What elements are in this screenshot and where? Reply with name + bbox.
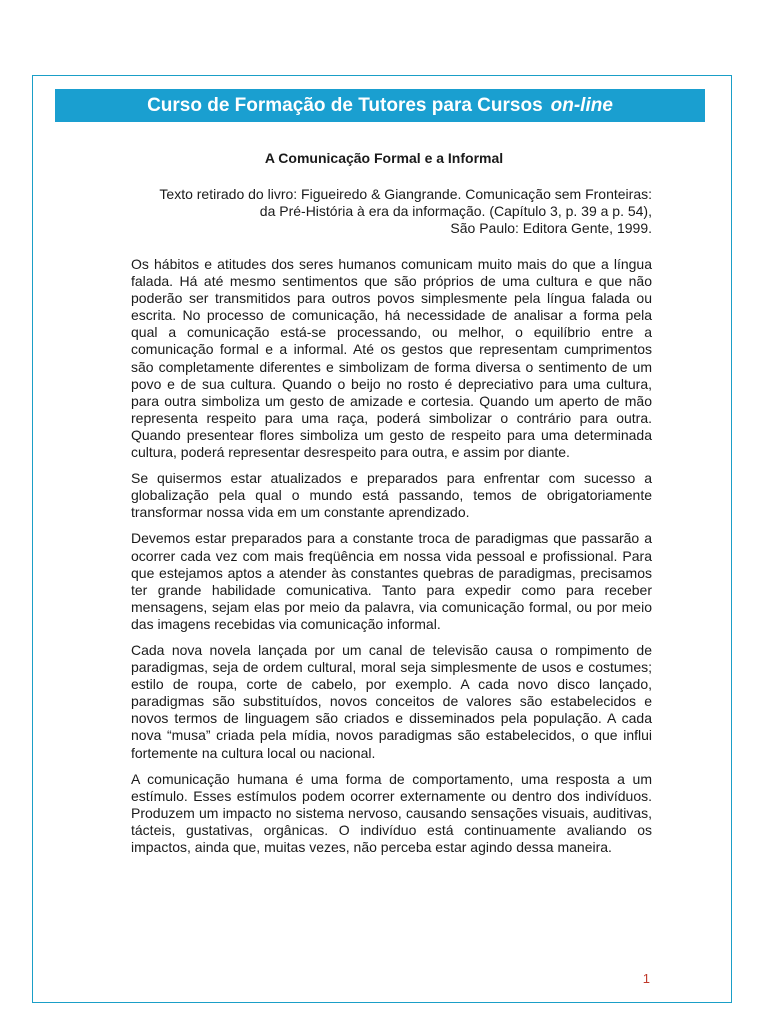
source-line: São Paulo: Editora Gente, 1999. — [450, 220, 652, 236]
body-text — [131, 256, 652, 865]
paragraph: A comunicação humana é uma forma de comportamento, uma resposta a um estímulo. Esses estímulos podem ocorrer externamente ou dentro dos indivíduos. Produzem um impacto no sistema nervoso, causando sensações visuais, auditivas, tácteis, gustativas, orgânicas. O indivíduo está continuamente avaliando os impactos, ainda que, muitas vezes, não perceba estar agindo dessa maneira. — [131, 770, 652, 855]
source-line: da Pré-História à era da informação. (Capítulo 3, p. 39 a p. 54), — [259, 203, 652, 219]
course-title: Curso de Formação de Tutores para Cursos — [147, 94, 543, 116]
course-title-online: on-line — [550, 94, 613, 116]
page-number: 1 — [642, 971, 650, 986]
source-citation — [100, 186, 652, 237]
paragraph: Se quisermos estar atualizados e preparados para enfrentar com sucesso a globalização pela qual o mundo está passando, temos de obrigatoriamente transformar nossa vida em um constante aprendizado. — [131, 470, 652, 521]
paragraph: Os hábitos e atitudes dos seres humanos comunicam muito mais do que a língua falada. Há até mesmo sentimentos que são próprios de uma cultura e que não poderão ser transmitidos para outros povos simplesmente pela língua falada ou escrita. No processo de comunicação, há necessidade de analisar a forma pela qual a comunicação está-se processando, ou melhor, o equilíbrio entre a comunicação formal e a informal. Até os gestos que representam cumprimentos são completamente diferentes e simbolizam de forma diversa o sentimento de um povo e de sua cultura. Quando o beijo no rosto é depreciativo para uma cultura, para outra simboliza um gesto de amizade e cortesia. Quando um aperto de mão representa respeito para uma raça, poderá simbolizar o contrário para outra. Quando presentear flores simboliza um gesto de respeito para uma determinada cultura, poderá representar desrespeito para outra, e assim por diante. — [131, 256, 652, 461]
source-line: Texto retirado do livro: Figueiredo & Giangrande. Comunicação sem Fronteiras: — [159, 186, 652, 202]
paragraph: Devemos estar preparados para a constante troca de paradigmas que passarão a ocorrer cada vez com mais freqüência em nossa vida pessoal e profissional. Para que estejamos aptos a atender às constantes quebras de paradigmas, precisamos ter grande habilidade comunicativa. Tanto para expedir como para receber mensagens, sejam elas por meio da palavra, via comunicação formal, ou por meio das imagens recebidas via comunicação informal. — [131, 530, 652, 632]
course-header-banner — [55, 89, 705, 122]
paragraph: Cada nova novela lançada por um canal de televisão causa o rompimento de paradigmas, seja de ordem cultural, moral seja simplesmente de usos e costumes; estilo de roupa, corte de cabelo, por exemplo. A cada novo disco lançado, paradigmas são substituídos, novos conceitos de valores são estabelecidos e novos termos de linguagem são criados e disseminados pela população. A cada nova “musa” criada pela mídia, novos paradigmas são estabelecidos, o que influi fortemente na cultura local ou nacional. — [131, 641, 652, 761]
document-title: A Comunicação Formal e a Informal — [264, 150, 504, 166]
